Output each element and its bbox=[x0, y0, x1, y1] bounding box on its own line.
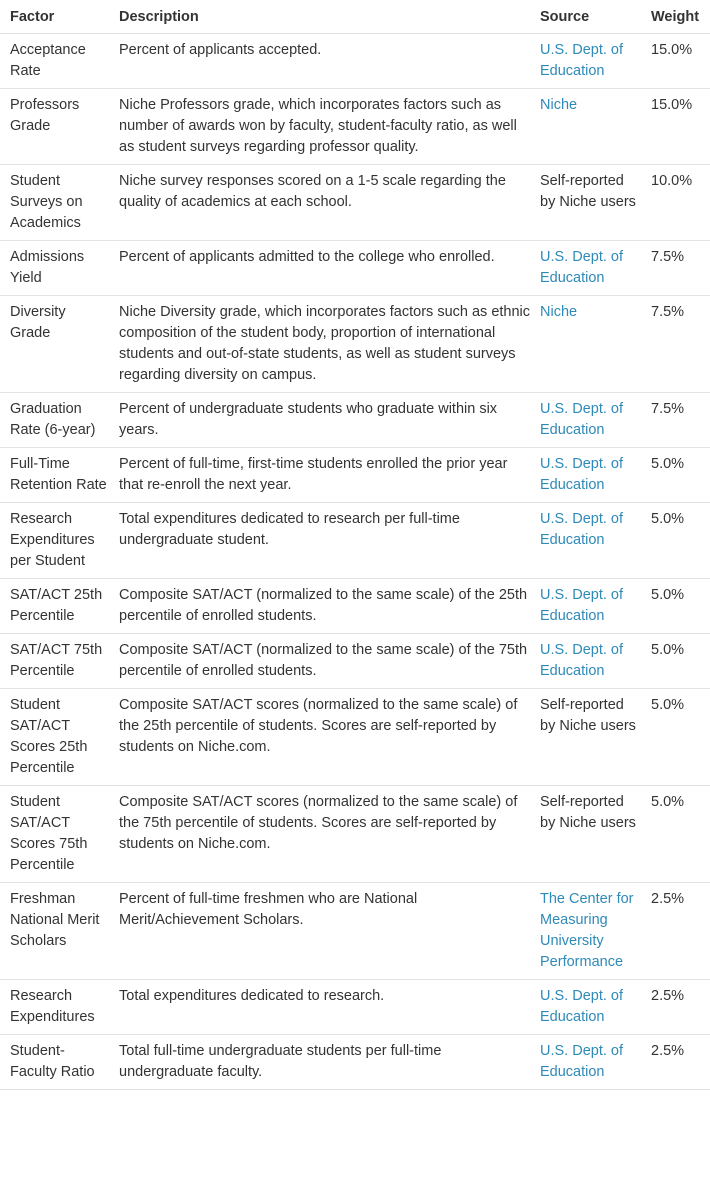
factor-cell: Research Expenditures bbox=[0, 980, 109, 1035]
description-cell: Percent of undergraduate students who graduate within six years. bbox=[109, 393, 530, 448]
weight-cell: 7.5% bbox=[641, 393, 710, 448]
source-cell: Self-reported by Niche users bbox=[530, 689, 641, 786]
weight-cell: 5.0% bbox=[641, 786, 710, 883]
factor-cell: Graduation Rate (6-year) bbox=[0, 393, 109, 448]
table-row bbox=[0, 689, 710, 786]
description-cell: Niche Diversity grade, which incorporates factors such as ethnic composition of the student body, proportion of international students and out-of-state students, as well as student surveys regarding diversity on campus. bbox=[109, 296, 530, 393]
table-header bbox=[0, 0, 710, 34]
table-row bbox=[0, 296, 710, 393]
source-link[interactable]: The Center for Measuring University Performance bbox=[530, 883, 641, 980]
source-cell: Self-reported by Niche users bbox=[530, 165, 641, 241]
weight-cell: 10.0% bbox=[641, 165, 710, 241]
header-weight: Weight bbox=[641, 0, 710, 34]
factor-cell: Research Expenditures per Student bbox=[0, 503, 109, 579]
table-row bbox=[0, 786, 710, 883]
description-cell: Total full-time undergraduate students per full-time undergraduate faculty. bbox=[109, 1035, 530, 1090]
description-cell: Percent of full-time freshmen who are National Merit/Achievement Scholars. bbox=[109, 883, 530, 980]
factor-cell: Diversity Grade bbox=[0, 296, 109, 393]
source-link[interactable]: U.S. Dept. of Education bbox=[530, 579, 641, 634]
description-cell: Composite SAT/ACT (normalized to the same scale) of the 25th percentile of enrolled students. bbox=[109, 579, 530, 634]
weight-cell: 15.0% bbox=[641, 89, 710, 165]
weight-cell: 5.0% bbox=[641, 579, 710, 634]
source-link[interactable]: Niche bbox=[530, 296, 641, 393]
weight-cell: 2.5% bbox=[641, 1035, 710, 1090]
weight-cell: 2.5% bbox=[641, 883, 710, 980]
description-cell: Percent of full-time, first-time students enrolled the prior year that re-enroll the next year. bbox=[109, 448, 530, 503]
description-cell: Total expenditures dedicated to research. bbox=[109, 980, 530, 1035]
header-row bbox=[0, 0, 710, 34]
weight-cell: 5.0% bbox=[641, 503, 710, 579]
source-link[interactable]: U.S. Dept. of Education bbox=[530, 1035, 641, 1090]
description-cell: Percent of applicants admitted to the college who enrolled. bbox=[109, 241, 530, 296]
table-row bbox=[0, 1035, 710, 1090]
header-source: Source bbox=[530, 0, 641, 34]
source-link[interactable]: U.S. Dept. of Education bbox=[530, 503, 641, 579]
table-row bbox=[0, 579, 710, 634]
factor-cell: Professors Grade bbox=[0, 89, 109, 165]
factor-cell: Student SAT/ACT Scores 75th Percentile bbox=[0, 786, 109, 883]
factor-cell: Student SAT/ACT Scores 25th Percentile bbox=[0, 689, 109, 786]
table-row bbox=[0, 634, 710, 689]
factor-cell: Admissions Yield bbox=[0, 241, 109, 296]
factor-cell: Acceptance Rate bbox=[0, 34, 109, 89]
description-cell: Composite SAT/ACT scores (normalized to the same scale) of the 75th percentile of students. Scores are self-reported by students on Niche.com. bbox=[109, 786, 530, 883]
weight-cell: 5.0% bbox=[641, 448, 710, 503]
table-row bbox=[0, 165, 710, 241]
source-link[interactable]: U.S. Dept. of Education bbox=[530, 980, 641, 1035]
description-cell: Niche survey responses scored on a 1-5 scale regarding the quality of academics at each school. bbox=[109, 165, 530, 241]
table-row bbox=[0, 980, 710, 1035]
description-cell: Total expenditures dedicated to research per full-time undergraduate student. bbox=[109, 503, 530, 579]
source-link[interactable]: Niche bbox=[530, 89, 641, 165]
factor-cell: Student Surveys on Academics bbox=[0, 165, 109, 241]
factor-cell: Freshman National Merit Scholars bbox=[0, 883, 109, 980]
weight-cell: 2.5% bbox=[641, 980, 710, 1035]
weight-cell: 7.5% bbox=[641, 241, 710, 296]
factor-cell: SAT/ACT 75th Percentile bbox=[0, 634, 109, 689]
header-factor: Factor bbox=[0, 0, 109, 34]
weight-cell: 7.5% bbox=[641, 296, 710, 393]
factor-cell: SAT/ACT 25th Percentile bbox=[0, 579, 109, 634]
table-row bbox=[0, 34, 710, 89]
description-cell: Niche Professors grade, which incorporates factors such as number of awards won by faculty, student-faculty ratio, as well as student surveys regarding professor quality. bbox=[109, 89, 530, 165]
header-description: Description bbox=[109, 0, 530, 34]
table-row bbox=[0, 241, 710, 296]
description-cell: Percent of applicants accepted. bbox=[109, 34, 530, 89]
description-cell: Composite SAT/ACT scores (normalized to the same scale) of the 25th percentile of students. Scores are self-reported by students on Niche.com. bbox=[109, 689, 530, 786]
source-link[interactable]: U.S. Dept. of Education bbox=[530, 34, 641, 89]
table-body bbox=[0, 34, 710, 1090]
description-cell: Composite SAT/ACT (normalized to the same scale) of the 75th percentile of enrolled students. bbox=[109, 634, 530, 689]
source-cell: Self-reported by Niche users bbox=[530, 786, 641, 883]
source-link[interactable]: U.S. Dept. of Education bbox=[530, 393, 641, 448]
factor-cell: Student-Faculty Ratio bbox=[0, 1035, 109, 1090]
factor-cell: Full-Time Retention Rate bbox=[0, 448, 109, 503]
table-row bbox=[0, 503, 710, 579]
source-link[interactable]: U.S. Dept. of Education bbox=[530, 448, 641, 503]
source-link[interactable]: U.S. Dept. of Education bbox=[530, 241, 641, 296]
table-row bbox=[0, 89, 710, 165]
source-link[interactable]: U.S. Dept. of Education bbox=[530, 634, 641, 689]
weight-cell: 5.0% bbox=[641, 634, 710, 689]
weight-cell: 15.0% bbox=[641, 34, 710, 89]
table-row bbox=[0, 883, 710, 980]
table-row bbox=[0, 393, 710, 448]
weight-cell: 5.0% bbox=[641, 689, 710, 786]
table-row bbox=[0, 448, 710, 503]
